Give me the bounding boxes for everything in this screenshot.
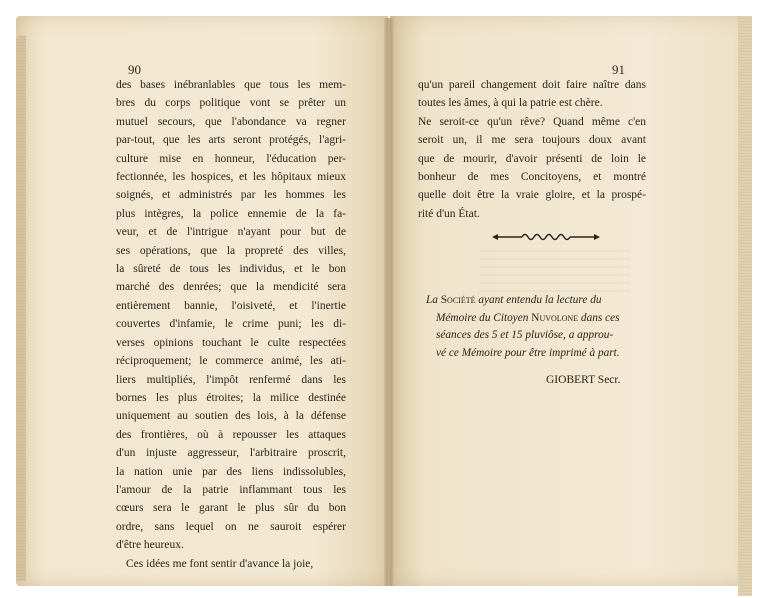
notice-lead: La [426, 294, 441, 306]
ornament-divider-icon [492, 230, 600, 244]
left-page-line: mutuel secours, que l'abondance va regner [116, 115, 346, 128]
left-page-line: fectionnée, les hospices, et les hôpitaux mieux [116, 171, 346, 184]
left-page-line: culture mise en honneur, l'éducation per- [116, 152, 346, 165]
left-page-line: uniquement au soutien des lois, à la défense [116, 410, 346, 423]
notice-line-1 [426, 292, 650, 310]
book-gutter [384, 18, 394, 586]
right-page-line: rité d'un État. [418, 207, 480, 220]
right-page-line: seroit un, il me sera toujours doux avant [418, 134, 646, 147]
page-number-right: 91 [612, 62, 625, 77]
page-number-left: 90 [128, 62, 141, 77]
right-page-line: Ne seroit-ce qu'un rêve? Quand même c'en [418, 115, 646, 128]
notice-line-3: séances des 5 et 15 pluviôse, a approu- [436, 329, 614, 341]
left-page-line: la sûreté de tous les individus, et le bon [116, 263, 346, 276]
notice-line-2 [426, 310, 650, 328]
left-page-line: ses opérations, que la propreté des villes, [116, 244, 346, 257]
left-page-line: d'un injuste aggresseur, l'arbitraire proscrit, [116, 447, 346, 460]
notice-line-4: vé ce Mémoire pour être imprimé à part. [436, 346, 620, 359]
left-page-line: veur, et de l'intrigue n'ayant pour but de [116, 226, 346, 239]
left-page-line: d'être heureux. [116, 539, 184, 552]
left-page-line: l'amour de la patrie inflammant tous les [116, 483, 346, 496]
left-page-line: des bases inébranlables que tous les mem- [116, 79, 346, 91]
left-page-line: plus intègres, la police ennemie de la fa- [116, 207, 346, 220]
left-page-line: par-tout, que les arts seront protégés, l'agri- [116, 134, 346, 147]
right-page-line: quelle doit être la vraie gloire, et la prospé- [418, 189, 646, 202]
left-page-line: bres du corps politique vont se prêter un [116, 97, 346, 110]
right-page-line: qu'un pareil changement doit faire naître dans [418, 79, 646, 91]
society-notice [426, 292, 650, 362]
show-through-text [480, 248, 630, 298]
left-page-line: entièrement bannie, l'oisiveté, et l'inertie [116, 299, 346, 312]
right-page-line: que de mourir, d'avoir présenti de loin le [418, 152, 646, 165]
left-page-line: couvertes d'infamie, le crime puni; les di- [116, 318, 346, 331]
left-page-line: marché des denrées; que la mendicité sera [116, 281, 346, 294]
signature: GIOBERT Secr. [546, 374, 621, 386]
left-page-line: verses opinions touchant le culte respectées [116, 336, 346, 349]
left-page-line: liers multipliés, l'impôt renfermé dans les [116, 373, 346, 386]
notice-author: Nuvolone [531, 311, 579, 324]
right-page-line: toutes les âmes, à qui la patrie est chère. [418, 97, 603, 110]
right-page-text [418, 76, 646, 223]
notice-societe: Société [440, 294, 476, 306]
left-page-line: la nation unie par des liens indissolubles, [116, 465, 346, 478]
notice-line2-rest: dans ces [578, 311, 620, 324]
right-page-line: bonheur de mes Concitoyens, et montré [418, 171, 646, 184]
right-page-edge [738, 16, 752, 596]
left-page-line: bornes les plus étroites; la milice destinée [116, 391, 346, 404]
left-page-line: réciproquement; le commerce animé, les ati- [116, 355, 346, 368]
notice-line1-rest: ayant entendu la lecture du [475, 294, 602, 306]
left-page-line: des frontières, où à repousser les attaques [116, 428, 346, 441]
left-page-line: ordre, sans lequel on ne sauroit espérer [116, 520, 346, 533]
left-page-line: cœurs sera le garant le plus sûr du bon [116, 502, 346, 515]
notice-line2: Mémoire du Citoyen [436, 311, 532, 324]
left-page-text [116, 76, 346, 573]
left-page-line: soignés, et administrés par les hommes les [116, 189, 346, 202]
left-page-line: Ces idées me font sentir d'avance la joie, [126, 557, 314, 570]
left-page-edge [16, 36, 26, 581]
